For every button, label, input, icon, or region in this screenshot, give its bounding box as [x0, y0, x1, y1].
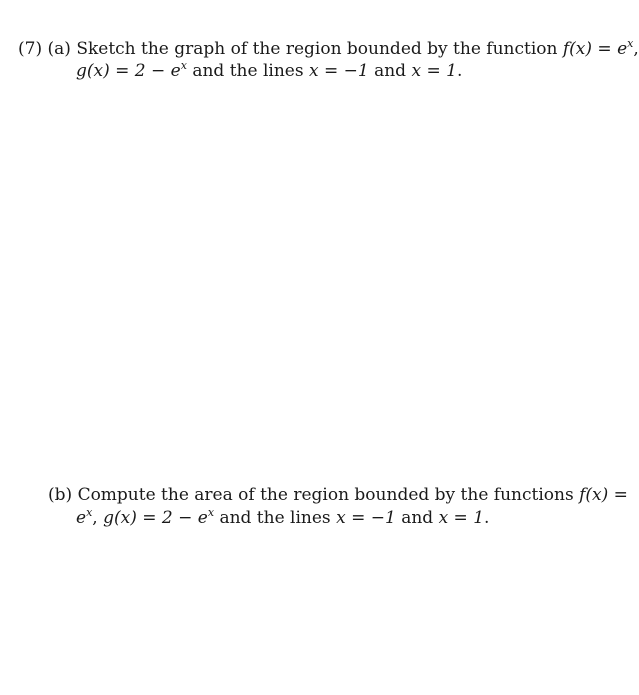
part-a-label: (a)	[47, 39, 71, 59]
part-b-f-def-start: f(x) =	[579, 485, 628, 505]
part-a-x-left: x = −1	[308, 61, 369, 81]
problem-number: (7)	[18, 39, 43, 59]
part-b-and: and	[401, 508, 434, 528]
part-a-line-1: (7) (a) Sketch the graph of the region bounded by the function $f(x) = e^x$,	[18, 37, 639, 59]
part-a-text-1: Sketch the graph of the region bounded by the function	[76, 39, 558, 59]
part-b-label: (b)	[48, 485, 73, 505]
part-b-f-def-end: $e^x$	[76, 506, 93, 528]
part-a-x-right: x = 1	[411, 61, 457, 81]
part-b-line-2: $e^x$, $g(x) = 2 - e^x$ and the lines x = −1 and x = 1.	[76, 506, 490, 528]
part-a-f-def: $f(x) = e^x$	[562, 37, 634, 59]
part-b-text-2: and the lines	[219, 508, 331, 528]
part-a-g-def: $g(x) = 2 - e^x$	[76, 59, 187, 81]
part-a-line-2: $g(x) = 2 - e^x$ and the lines x = −1 and x = 1.	[76, 59, 463, 81]
part-b-x-left: x = −1	[336, 508, 396, 528]
part-a-text-2: and the lines	[192, 61, 304, 81]
part-b-line-1	[48, 484, 628, 506]
part-b-g-def: $g(x) = 2 - e^x$	[103, 506, 215, 528]
part-b-x-right: x = 1	[438, 508, 485, 528]
part-b-text-1: Compute the area of the region bounded by the functions	[77, 485, 574, 505]
part-a-and: and	[374, 61, 407, 81]
